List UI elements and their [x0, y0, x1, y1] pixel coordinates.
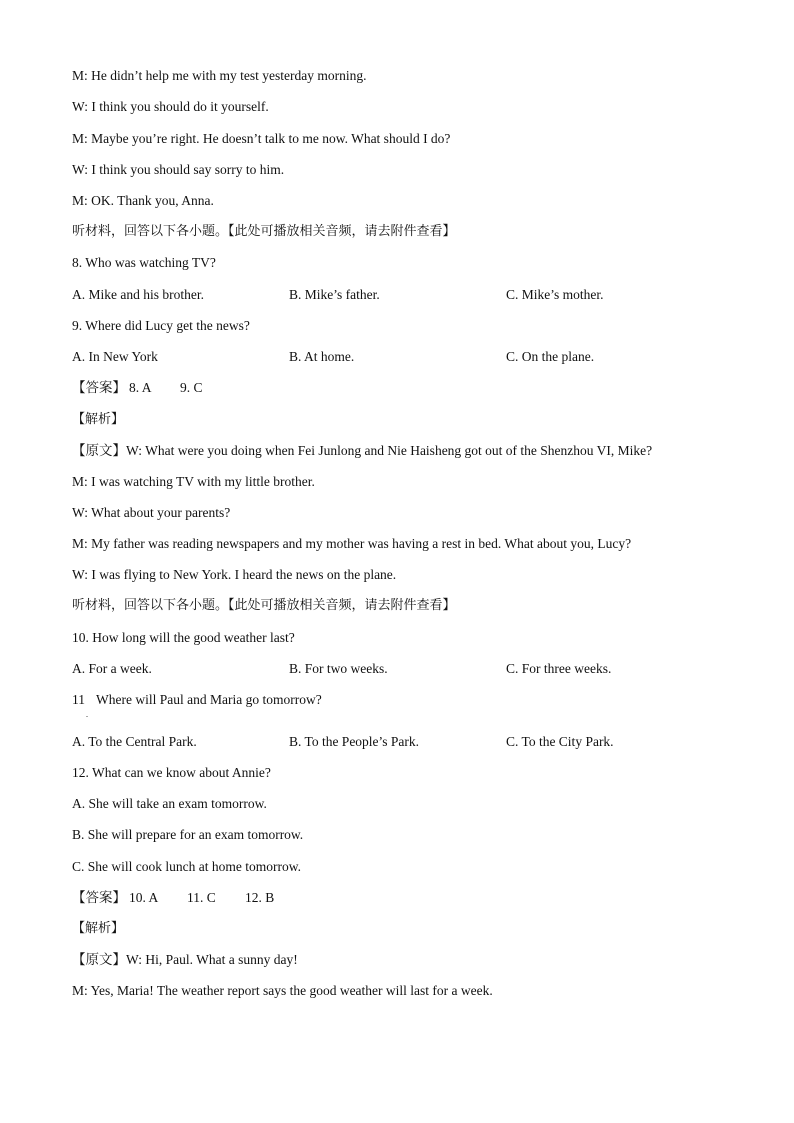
question-11: Where will Paul and Maria go tomorrow? — [96, 692, 322, 707]
q9-option-c: C. On the plane. — [506, 349, 595, 364]
q8-option-b: B. Mike’s father. — [289, 287, 380, 302]
q9-option-b: B. At home. — [289, 349, 355, 364]
question-11-dot: . — [86, 710, 88, 719]
q11-option-c: C. To the City Park. — [506, 734, 614, 749]
transcript-line: M: Yes, Maria! The weather report says the good weather will last for a week. — [72, 983, 493, 998]
transcript-line: M: My father was reading newspapers and my mother was having a rest in bed. What about you, Lucy? — [72, 536, 632, 551]
answer-12: 12. B — [245, 890, 275, 905]
transcript-line: W: I was flying to New York. I heard the news on the plane. — [72, 567, 397, 582]
q11-option-b: B. To the People’s Park. — [289, 734, 420, 749]
question-9: 9. Where did Lucy get the news? — [72, 318, 250, 333]
dialogue-line: W: I think you should do it yourself. — [72, 99, 269, 114]
q10-option-c: C. For three weeks. — [506, 661, 612, 676]
q11-option-a: A. To the Central Park. — [72, 734, 197, 749]
answer-label: 【答案】 — [72, 380, 126, 396]
dialogue-line: W: I think you should say sorry to him. — [72, 162, 285, 177]
dialogue-line: M: OK. Thank you, Anna. — [72, 193, 214, 208]
question-11-number: 11 — [72, 692, 85, 707]
q9-option-a: A. In New York — [72, 349, 158, 364]
q8-option-a: A. Mike and his brother. — [72, 287, 204, 302]
q10-option-a: A. For a week. — [72, 661, 152, 676]
answer-8: 8. A — [129, 380, 152, 395]
question-10: 10. How long will the good weather last? — [72, 630, 295, 645]
answer-label: 【答案】 — [72, 890, 126, 906]
q10-option-b: B. For two weeks. — [289, 661, 388, 676]
dialogue-line: M: Maybe you’re right. He doesn’t talk to me now. What should I do? — [72, 131, 451, 146]
q12-option-a: A. She will take an exam tomorrow. — [72, 796, 267, 811]
listening-instruction: 听材料，回答以下各小题。【此处可播放相关音频，请去附件查看】 — [72, 598, 456, 613]
answer-10: 10. A — [129, 890, 159, 905]
answer-11: 11. C — [187, 890, 216, 905]
question-12: 12. What can we know about Annie? — [72, 765, 271, 780]
dialogue-line: M: He didn’t help me with my test yesterday morning. — [72, 68, 367, 83]
q12-option-c: C. She will cook lunch at home tomorrow. — [72, 859, 301, 874]
q8-option-c: C. Mike’s mother. — [506, 287, 604, 302]
listening-instruction: 听材料，回答以下各小题。【此处可播放相关音频，请去附件查看】 — [72, 224, 456, 239]
answer-9: 9. C — [180, 380, 203, 395]
analysis-label: 【解析】 — [72, 412, 125, 427]
transcript-line: 【原文】W: What were you doing when Fei Junlong and Nie Haisheng got out of the Shenzhou VI, Mike? — [72, 443, 653, 458]
transcript-line: 【原文】W: Hi, Paul. What a sunny day! — [72, 952, 298, 967]
analysis-label: 【解析】 — [72, 921, 125, 936]
transcript-line: M: I was watching TV with my little brother. — [72, 474, 315, 489]
transcript-line: W: What about your parents? — [72, 505, 231, 520]
question-8: 8. Who was watching TV? — [72, 255, 216, 270]
q12-option-b: B. She will prepare for an exam tomorrow. — [72, 827, 304, 842]
